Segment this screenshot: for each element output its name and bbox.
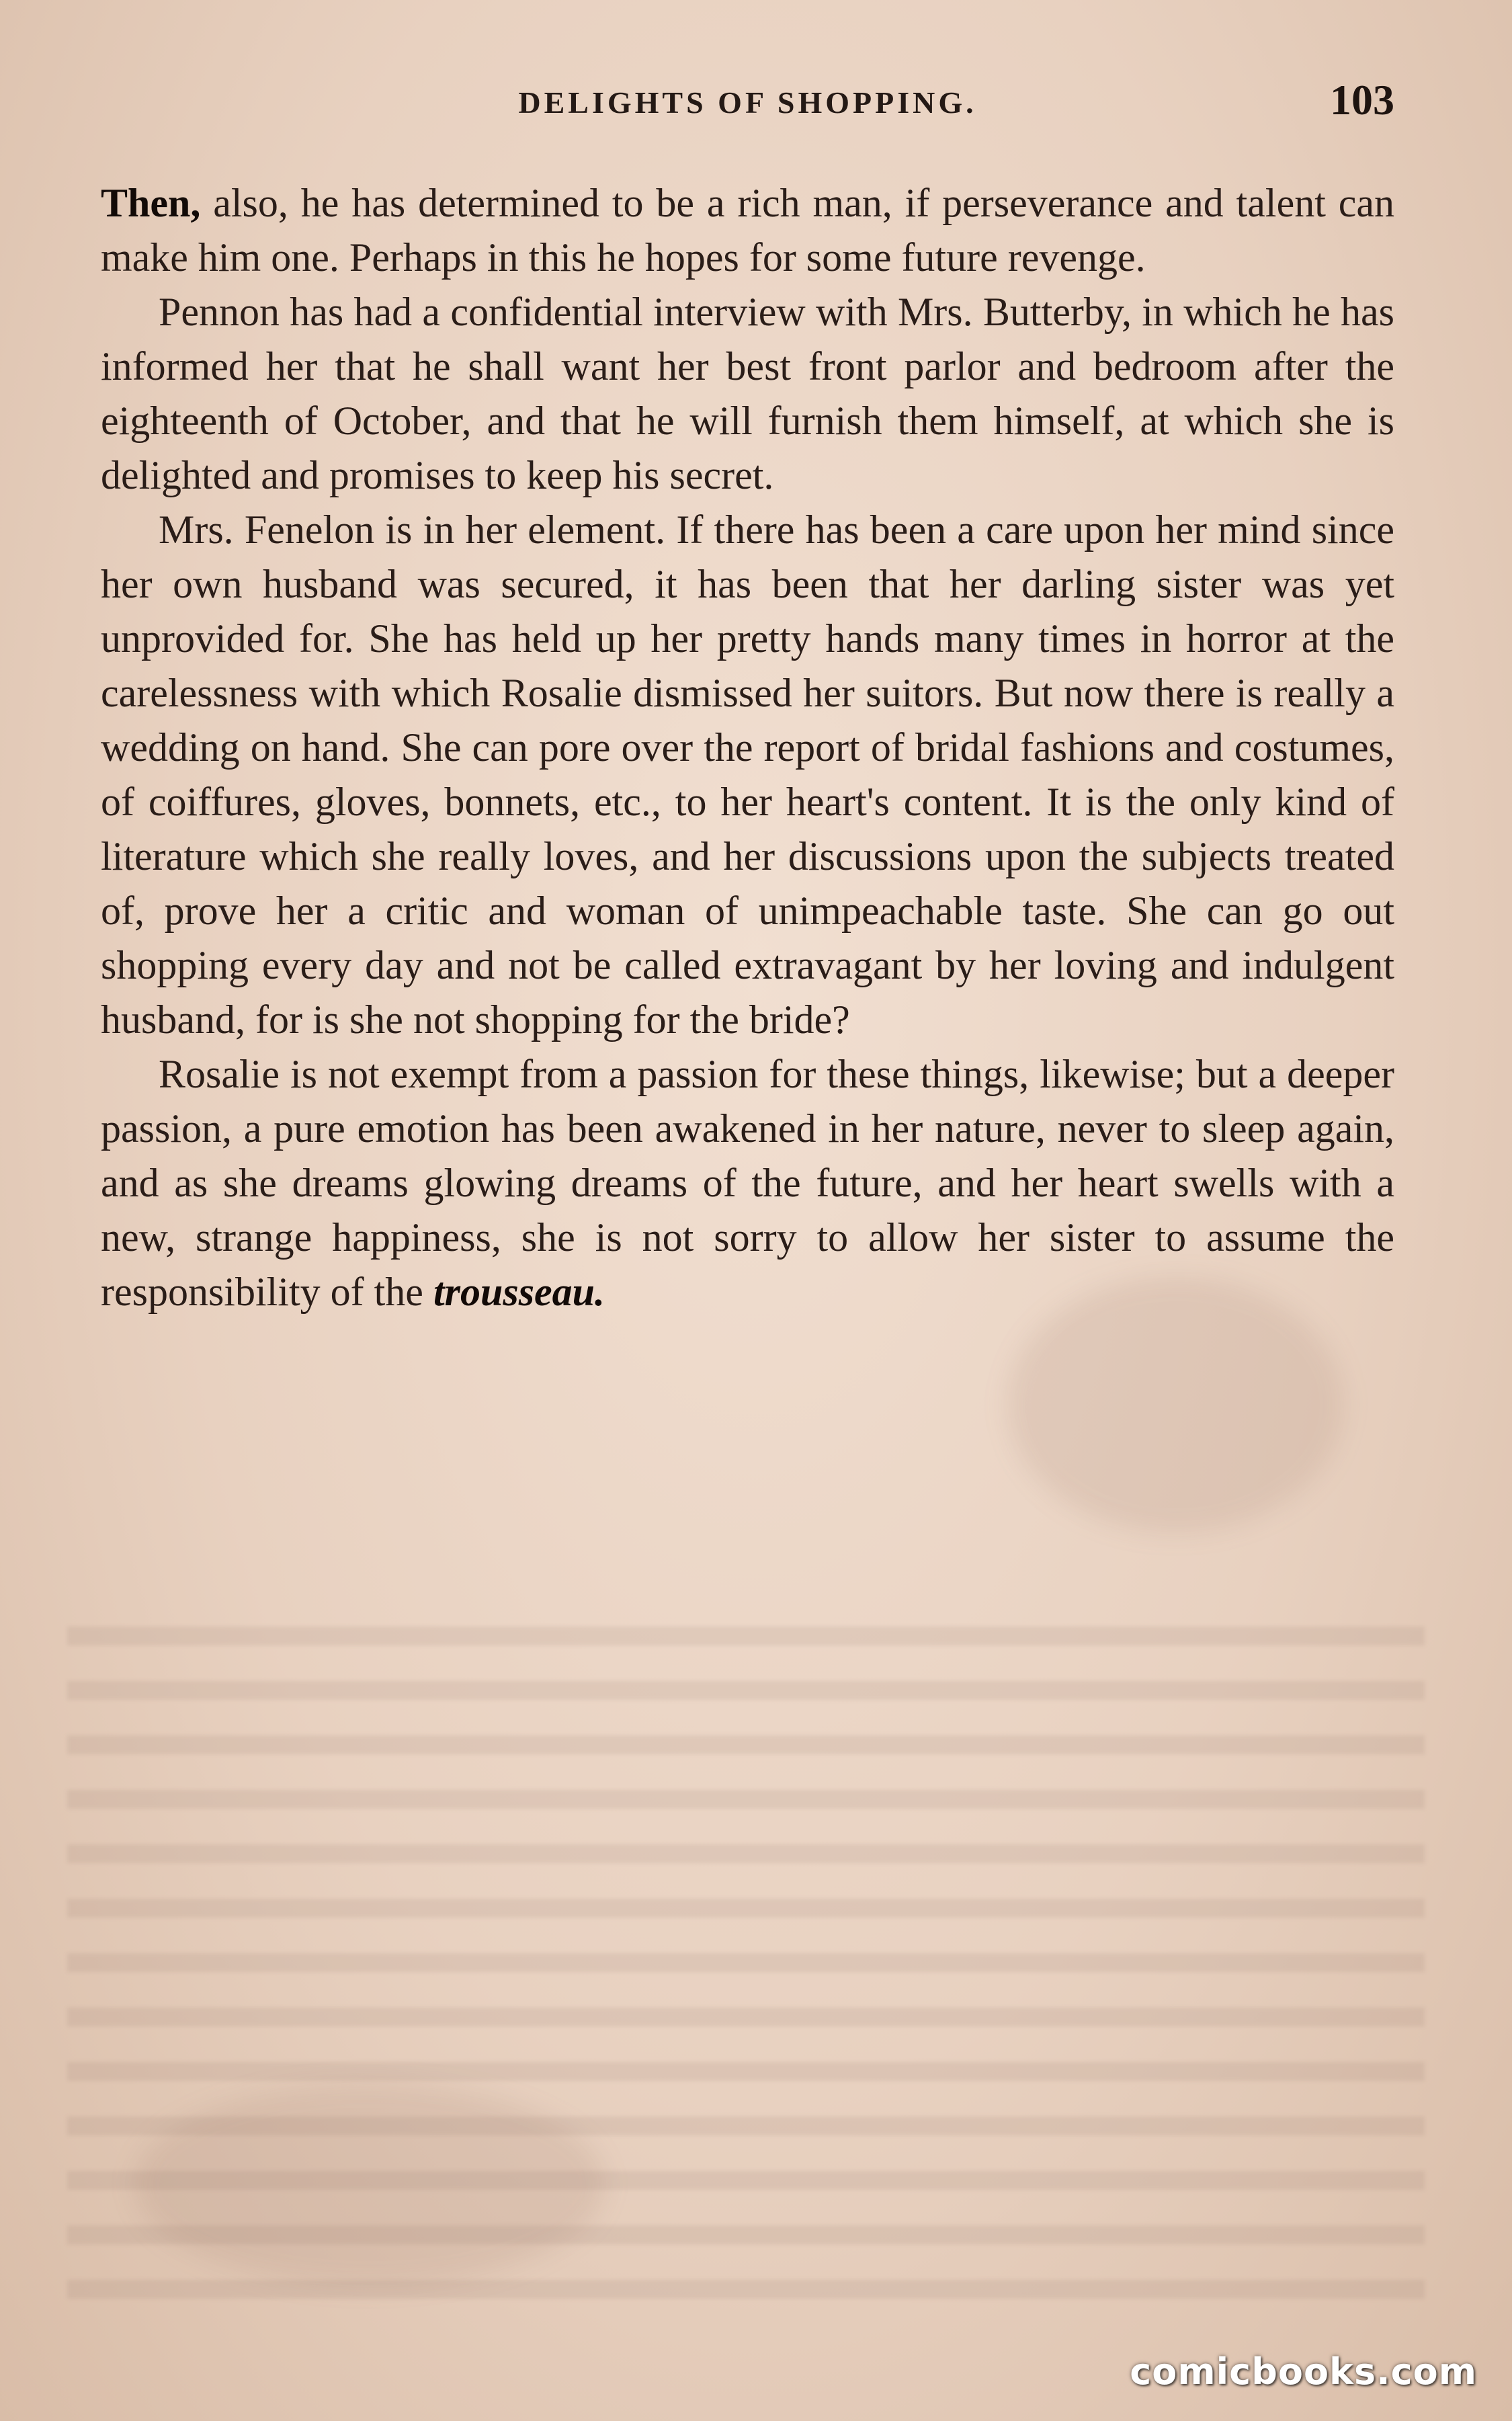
- paragraph-text: Pennon has had a confidential interview with Mrs. Butterby, in which he has informed her that he shall want her best front parlor and bedroom after the eighteenth of October, and that he will furnish them himself, at which she is delighted and promises to keep his secret.: [101, 290, 1394, 497]
- paragraph-2: [101, 285, 1394, 503]
- paragraph-text: Mrs. Fenelon is in her element. If there has been a care upon her mind since her own husband was secured, it has been that her darling sister was yet unprovided for. She has held up her pretty hands many times in horror at the carelessness with which Rosalie dismissed her suitors. But now there is really a wedding on hand. She can pore over the report of bridal fashions and costumes, of coiffures, gloves, bonnets, etc., to her heart's content. It is the only kind of literature which she really loves, and her discussions upon the subjects treated of, prove her a critic and woman of unimpeachable taste. She can go out shopping every day and not be called extravagant by her loving and indulgent husband, for is she not shopping for the bride?: [101, 507, 1394, 1042]
- paragraph-4: [101, 1047, 1394, 1319]
- site-watermark: comicbooks.com: [1130, 2350, 1477, 2393]
- paragraph-text: Rosalie is not exempt from a passion for these things, likewise; but a deeper passion, a pure emotion has been awakened in her nature, never to sleep again, and as she dreams glowing dreams of the future, and her heart swells with a new, strange happiness, she is not sorry to allow her sister to assume the responsibility of the: [101, 1052, 1394, 1314]
- italic-word: trousseau.: [433, 1270, 605, 1314]
- page-header: [101, 75, 1394, 129]
- paragraph-lead: Then,: [101, 181, 201, 225]
- page-number: 103: [1330, 76, 1394, 124]
- paragraph-1: [101, 176, 1394, 285]
- running-title: DELIGHTS OF SHOPPING.: [518, 85, 977, 120]
- paragraph-text: also, he has determined to be a rich man, if perseverance and talent can make him one. Perhaps in this he hopes for some future revenge.: [101, 181, 1394, 280]
- paragraph-3: [101, 503, 1394, 1047]
- paper-stain: [134, 2084, 605, 2285]
- body-text: [101, 176, 1394, 1319]
